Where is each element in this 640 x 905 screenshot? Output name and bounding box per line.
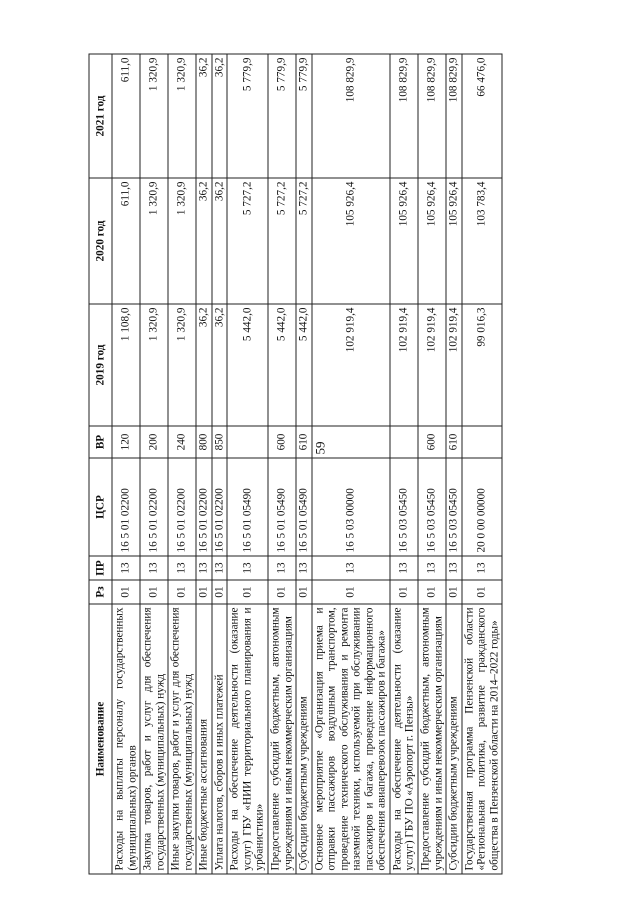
cell-csr: 16 5 03 05450 [390,458,418,556]
table-body [112,54,502,874]
cell-rz: 01 [196,580,212,604]
table-header-row [89,54,112,874]
cell-pr: 13 [446,556,462,580]
cell-vr: 610 [296,426,312,458]
cell-name: Закупка товаров, работ и услуг для обеспечения государственных (муниципальных) нужд [140,604,168,874]
cell-pr: 13 [168,556,196,580]
cell-2020: 1 320,9 [168,178,196,304]
cell-name: Расходы на обеспечение деятельности (оказание услуг) ГБУ ПО «Аэропорт г. Пензы» [390,604,418,874]
cell-2020: 36,2 [196,178,212,304]
cell-csr: 16 5 01 02200 [112,458,140,556]
table-row [446,54,462,874]
header-csr: ЦСР [89,458,112,556]
cell-2019: 36,2 [196,304,212,426]
table-row [462,54,503,874]
cell-name: Иные закупки товаров, работ и услуг для обеспечения государственных (муниципальных) нужд [168,604,196,874]
cell-2021: 5 779,9 [227,54,268,178]
cell-csr: 16 5 03 05450 [446,458,462,556]
cell-2019: 36,2 [212,304,228,426]
budget-table [89,54,503,875]
cell-2019: 1 320,9 [168,304,196,426]
cell-name: Основное мероприятие «Организация приема и отправки пассажиров воздушным транспортом, проведение технического обслуживания и ремонта наземной техники, используемой при обслуживании пассажиров и багажа, проведение информационного обеспечения авиаперевозок пассажиров и багажа» [312,604,390,874]
cell-pr: 13 [418,556,446,580]
cell-name: Предоставление субсидий бюджетным, автономным учреждениям и иным некоммерческим организациям [268,604,296,874]
cell-2021: 108 829,9 [390,54,418,178]
cell-2019: 1 108,0 [112,304,140,426]
cell-pr: 13 [140,556,168,580]
cell-2020: 105 926,4 [446,178,462,304]
cell-2020: 105 926,4 [418,178,446,304]
cell-rz: 01 [390,580,418,604]
cell-vr: 120 [112,426,140,458]
cell-pr: 13 [296,556,312,580]
cell-2019: 5 442,0 [296,304,312,426]
cell-csr: 16 5 01 05490 [227,458,268,556]
cell-name: Субсидии бюджетным учреждениям [446,604,462,874]
cell-rz: 01 [296,580,312,604]
cell-csr: 16 5 01 05490 [268,458,296,556]
cell-csr: 16 5 03 05450 [418,458,446,556]
cell-vr [390,426,418,458]
cell-csr: 16 5 01 05490 [296,458,312,556]
cell-2019: 5 442,0 [227,304,268,426]
cell-2020: 1 320,9 [140,178,168,304]
cell-rz: 01 [212,580,228,604]
cell-vr: 240 [168,426,196,458]
header-2021: 2021 год [89,54,112,178]
cell-csr: 16 5 01 02200 [140,458,168,556]
table-row [227,54,268,874]
cell-rz: 01 [462,580,503,604]
cell-2020: 105 926,4 [390,178,418,304]
cell-pr: 13 [462,556,503,580]
cell-2019: 102 919,4 [390,304,418,426]
cell-pr: 13 [312,556,390,580]
cell-vr: 200 [140,426,168,458]
cell-csr: 16 5 01 02200 [212,458,228,556]
table-row [112,54,140,874]
cell-pr: 13 [112,556,140,580]
cell-2019: 1 320,9 [140,304,168,426]
cell-csr: 20 0 00 00000 [462,458,503,556]
cell-2019: 99 016,3 [462,304,503,426]
cell-name: Расходы на выплаты персоналу государственных (муниципальных) органов [112,604,140,874]
cell-2021: 108 829,9 [418,54,446,178]
cell-2019: 102 919,4 [446,304,462,426]
cell-name: Государственная программа Пензенской области «Региональная политика, развитие гражданского общества в Пензенской области на 2014–2022 годы» [462,604,503,874]
cell-pr: 13 [196,556,212,580]
table-row [418,54,446,874]
cell-rz: 01 [112,580,140,604]
cell-pr: 13 [390,556,418,580]
cell-vr: 600 [268,426,296,458]
cell-2020: 105 926,4 [312,178,390,304]
cell-2020: 36,2 [212,178,228,304]
cell-2021: 5 779,9 [296,54,312,178]
cell-rz: 01 [168,580,196,604]
table-row [390,54,418,874]
cell-vr: 800 [196,426,212,458]
cell-2021: 36,2 [196,54,212,178]
cell-2021: 5 779,9 [268,54,296,178]
cell-csr: 16 5 01 02200 [196,458,212,556]
cell-vr [462,426,503,458]
cell-name: Предоставление субсидий бюджетным, автономным учреждениям и иным некоммерческим организациям [418,604,446,874]
cell-2021: 108 829,9 [312,54,390,178]
cell-2021: 1 320,9 [140,54,168,178]
cell-2019: 102 919,4 [312,304,390,426]
cell-2020: 5 727,2 [296,178,312,304]
header-2019: 2019 год [89,304,112,426]
table-row [296,54,312,874]
table-row [312,54,390,874]
cell-vr: 850 [212,426,228,458]
header-name: Наименование [89,604,112,874]
page-number-text: 59 [312,441,327,455]
header-pr: ПР [89,556,112,580]
cell-rz: 01 [446,580,462,604]
header-rz: Рз [89,580,112,604]
cell-vr: 600 [418,426,446,458]
table-row [212,54,228,874]
cell-vr: 610 [446,426,462,458]
cell-rz: 01 [140,580,168,604]
table-row [196,54,212,874]
cell-name: Расходы на обеспечение деятельности (оказание услуг) ГБУ «НИИ территориального планирования и урбанистики» [227,604,268,874]
cell-2019: 5 442,0 [268,304,296,426]
header-vr: ВР [89,426,112,458]
cell-2021: 611,0 [112,54,140,178]
cell-pr: 13 [212,556,228,580]
cell-csr: 16 5 03 00000 [312,458,390,556]
cell-csr: 16 5 01 02200 [168,458,196,556]
table-row [268,54,296,874]
cell-2021: 66 476,0 [462,54,503,178]
cell-2020: 5 727,2 [227,178,268,304]
cell-2019: 102 919,4 [418,304,446,426]
cell-2021: 108 829,9 [446,54,462,178]
cell-name: Субсидии бюджетным учреждениям [296,604,312,874]
header-2020: 2020 год [89,178,112,304]
cell-rz: 01 [418,580,446,604]
cell-2020: 5 727,2 [268,178,296,304]
cell-pr: 13 [268,556,296,580]
rotated-table-container [89,55,502,875]
cell-rz: 01 [268,580,296,604]
cell-pr: 13 [227,556,268,580]
cell-vr [227,426,268,458]
cell-name: Уплата налогов, сборов и иных платежей [212,604,228,874]
cell-2020: 103 783,4 [462,178,503,304]
table-row [140,54,168,874]
cell-rz: 01 [312,580,390,604]
cell-vr [312,426,390,458]
cell-2020: 611,0 [112,178,140,304]
cell-rz: 01 [227,580,268,604]
cell-2021: 1 320,9 [168,54,196,178]
cell-2021: 36,2 [212,54,228,178]
table-row [168,54,196,874]
cell-name: Иные бюджетные ассигнования [196,604,212,874]
